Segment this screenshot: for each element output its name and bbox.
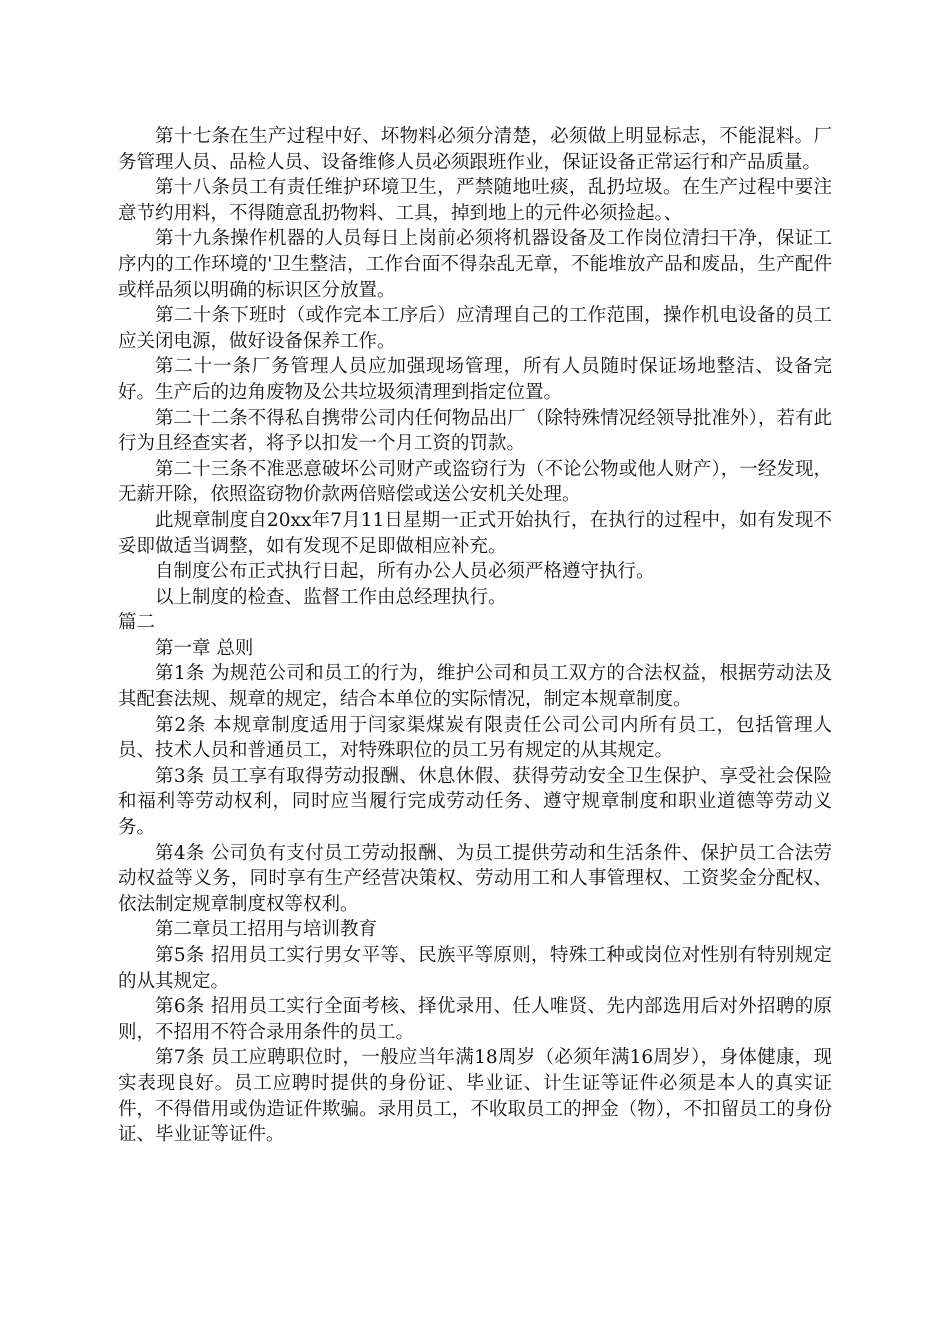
paragraph: 第4条 公司负有支付员工劳动报酬、为员工提供劳动和生活条件、保护员工合法劳动权益等义务，同时享有生产经营决策权、劳动用工和人事管理权、工资奖金分配权、依法制定规章制度权等权利。	[118, 842, 832, 915]
paragraph: 第二十一条厂务管理人员应加强现场管理，所有人员随时保证场地整洁、设备完好。生产后的边角废物及公共垃圾须清理到指定位置。	[118, 356, 832, 403]
paragraph: 第二十三条不准恶意破坏公司财产或盗窃行为（不论公物或他人财产），一经发现，无薪开除，依照盗窃物价款两倍赔偿或送公安机关处理。	[118, 458, 832, 506]
paragraph: 此规章制度自20xx年7月11日星期一正式开始执行，在执行的过程中，如有发现不妥即做适当调整，如有发现不足即做相应补充。	[118, 509, 832, 557]
paragraph: 以上制度的检查、监督工作由总经理执行。	[155, 586, 507, 608]
paragraph: 第二十二条不得私自携带公司内任何物品出厂（除特殊情况经领导批准外），若有此行为且经查实者，将予以扣发一个月工资的罚款。	[118, 407, 832, 455]
paragraph: 第十九条操作机器的人员每日上岗前必须将机器设备及工作岗位清扫干净，保证工序内的工作环境的'卫生整洁，工作台面不得杂乱无章，不能堆放产品和废品，生产配件或样品须以明确的标识区分放置。	[118, 228, 832, 301]
paragraph: 第5条 招用员工实行男女平等、民族平等原则，特殊工种或岗位对性别有特别规定的从其规定。	[118, 945, 832, 992]
section-heading: 篇二	[118, 612, 156, 634]
paragraph: 第3条 员工享有取得劳动报酬、休息休假、获得劳动安全卫生保护、享受社会保险和福利等劳动权利，同时应当履行完成劳动任务、遵守规章制度和职业道德等劳动义务。	[118, 765, 832, 839]
paragraph: 第十八条员工有责任维护环境卫生，严禁随地吐痰，乱扔垃圾。在生产过程中要注意节约用料，不得随意乱扔物料、工具，掉到地上的元件必须捡起。、	[118, 177, 832, 224]
paragraph: 第1条 为规范公司和员工的行为，维护公司和员工双方的合法权益，根据劳动法及其配套法规、规章的规定，结合本单位的实际情况，制定本规章制度。	[118, 663, 832, 711]
document-body	[118, 124, 832, 1148]
paragraph: 第6条 招用员工实行全面考核、择优录用、任人唯贤、先内部选用后对外招聘的原则，不招用不符合录用条件的员工。	[118, 996, 832, 1043]
paragraph: 第二十条下班时（或作完本工序后）应清理自己的工作范围，操作机电设备的员工应关闭电源，做好设备保养工作。	[118, 305, 832, 352]
paragraph: 第2条 本规章制度适用于闫家渠煤炭有限责任公司公司内所有员工，包括管理人员、技术人员和普通员工，对特殊职位的员工另有规定的从其规定。	[118, 714, 832, 762]
paragraph: 自制度公布正式执行日起，所有办公人员必须严格遵守执行。	[155, 561, 655, 583]
chapter-heading: 第二章员工招用与培训教育	[155, 919, 378, 941]
chapter-heading: 第一章 总则	[155, 637, 254, 659]
paragraph: 第7条 员工应聘职位时，一般应当年满18周岁（必须年满16周岁），身体健康，现实表现良好。员工应聘时提供的身份证、毕业证、计生证等证件必须是本人的真实证件，不得借用或伪造证件欺骗。录用员工，不收取员工的押金（物），不扣留员工的身份证、毕业证等证件。	[118, 1047, 832, 1146]
paragraph: 第十七条在生产过程中好、坏物料必须分清楚，必须做上明显标志，不能混料。厂务管理人员、品检人员、设备维修人员必须跟班作业，保证设备正常运行和产品质量。	[118, 126, 832, 173]
